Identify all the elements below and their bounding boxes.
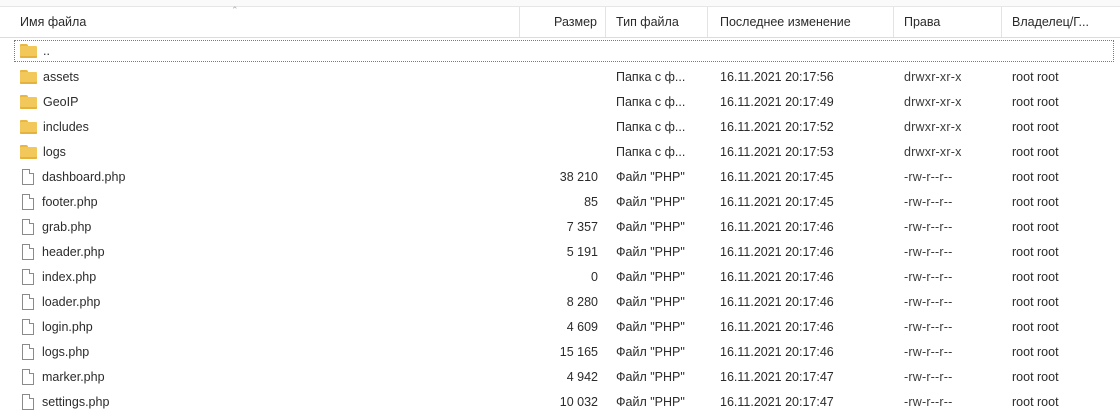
file-owner: root root [1012, 319, 1059, 334]
file-modified: 16.11.2021 20:17:45 [720, 194, 834, 209]
file-name-cell [0, 319, 520, 335]
file-permissions: drwxr-xr-x [904, 144, 962, 159]
file-name-cell [0, 269, 520, 285]
file-name-cell [0, 219, 520, 235]
file-owner: root root [1012, 119, 1059, 134]
file-name: assets [43, 69, 80, 84]
file-modified: 16.11.2021 20:17:56 [720, 69, 834, 84]
file-permissions: drwxr-xr-x [904, 69, 962, 84]
file-size: 38 210 [559, 169, 598, 184]
file-name-cell [0, 194, 520, 210]
file-name-cell [0, 394, 520, 410]
file-name-cell [0, 70, 520, 84]
file-size: 4 609 [566, 319, 598, 334]
file-name: logs.php [42, 344, 90, 359]
file-type: Файл "PHP" [616, 169, 685, 184]
file-icon [22, 294, 34, 310]
file-modified: 16.11.2021 20:17:46 [720, 319, 834, 334]
file-owner: root root [1012, 169, 1059, 184]
file-permissions: -rw-r--r-- [904, 244, 953, 259]
file-icon [22, 344, 34, 360]
file-owner: root root [1012, 369, 1059, 384]
file-type: Файл "PHP" [616, 244, 685, 259]
file-row[interactable] [0, 389, 1120, 414]
file-icon [22, 319, 34, 335]
file-name: includes [43, 119, 89, 134]
file-owner: root root [1012, 344, 1059, 359]
file-size: 7 357 [566, 219, 598, 234]
file-owner: root root [1012, 69, 1059, 84]
file-size: 10 032 [559, 394, 598, 409]
panel-top-edge [0, 0, 1120, 7]
file-modified: 16.11.2021 20:17:53 [720, 144, 834, 159]
file-name: login.php [42, 319, 93, 334]
column-header-permissions[interactable]: Права [894, 7, 1002, 37]
file-name-cell [15, 44, 535, 58]
file-type: Файл "PHP" [616, 369, 685, 384]
file-permissions: -rw-r--r-- [904, 369, 953, 384]
file-size: 8 280 [566, 294, 598, 309]
file-type: Файл "PHP" [616, 344, 685, 359]
file-name: loader.php [42, 294, 101, 309]
file-name: grab.php [42, 219, 92, 234]
file-icon [22, 244, 34, 260]
file-name-cell [0, 145, 520, 159]
file-owner: root root [1012, 94, 1059, 109]
sort-indicator-icon: ⌃ [231, 5, 239, 15]
file-permissions: -rw-r--r-- [904, 394, 953, 409]
column-header-size[interactable]: Размер [520, 7, 606, 37]
file-type: Папка с ф... [616, 69, 686, 84]
file-size: 4 942 [566, 369, 598, 384]
file-row[interactable] [0, 164, 1120, 189]
file-modified: 16.11.2021 20:17:46 [720, 219, 834, 234]
column-header-type[interactable]: Тип файла [606, 7, 708, 37]
folder-icon [20, 70, 37, 84]
file-name-cell [0, 369, 520, 385]
file-row[interactable] [0, 214, 1120, 239]
file-owner: root root [1012, 244, 1059, 259]
file-type: Файл "PHP" [616, 219, 685, 234]
file-name: footer.php [42, 194, 98, 209]
file-type: Папка с ф... [616, 119, 686, 134]
file-permissions: drwxr-xr-x [904, 119, 962, 134]
file-name: marker.php [42, 369, 105, 384]
file-name-cell [0, 244, 520, 260]
file-icon [22, 219, 34, 235]
file-name: GeoIP [43, 94, 79, 109]
file-type: Файл "PHP" [616, 319, 685, 334]
file-type: Файл "PHP" [616, 294, 685, 309]
file-owner: root root [1012, 294, 1059, 309]
file-size: 85 [584, 194, 598, 209]
file-name: index.php [42, 269, 97, 284]
file-modified: 16.11.2021 20:17:46 [720, 344, 834, 359]
file-row[interactable] [0, 364, 1120, 389]
column-header-owner[interactable]: Владелец/Г... [1012, 15, 1089, 29]
file-icon [22, 194, 34, 210]
file-name: .. [43, 44, 50, 58]
file-size: 0 [591, 269, 598, 284]
file-row[interactable] [0, 139, 1120, 164]
file-icon [22, 369, 34, 385]
file-modified: 16.11.2021 20:17:52 [720, 119, 834, 134]
folder-icon [20, 44, 37, 58]
folder-icon [20, 95, 37, 109]
file-permissions: -rw-r--r-- [904, 194, 953, 209]
file-name-cell [0, 344, 520, 360]
column-header-modified[interactable]: Последнее изменение [708, 7, 894, 37]
file-name-cell [0, 294, 520, 310]
folder-icon [20, 120, 37, 134]
file-owner: root root [1012, 219, 1059, 234]
file-list [0, 40, 1120, 414]
file-owner: root root [1012, 194, 1059, 209]
file-owner: root root [1012, 269, 1059, 284]
file-name-cell [0, 120, 520, 134]
file-type: Файл "PHP" [616, 194, 685, 209]
file-row[interactable] [0, 339, 1120, 364]
file-row[interactable] [0, 239, 1120, 264]
file-modified: 16.11.2021 20:17:45 [720, 169, 834, 184]
file-name: logs [43, 144, 66, 159]
file-permissions: -rw-r--r-- [904, 319, 953, 334]
file-modified: 16.11.2021 20:17:49 [720, 94, 834, 109]
folder-icon [20, 145, 37, 159]
file-name-cell [0, 95, 520, 109]
file-type: Папка с ф... [616, 94, 686, 109]
file-modified: 16.11.2021 20:17:46 [720, 244, 834, 259]
file-name: dashboard.php [42, 169, 126, 184]
file-owner: root root [1012, 144, 1059, 159]
file-modified: 16.11.2021 20:17:47 [720, 394, 834, 409]
file-name: header.php [42, 244, 105, 259]
file-permissions: -rw-r--r-- [904, 169, 953, 184]
file-owner: root root [1012, 394, 1059, 409]
file-name-cell [0, 169, 520, 185]
file-size: 5 191 [566, 244, 598, 259]
file-icon [22, 394, 34, 410]
file-modified: 16.11.2021 20:17:46 [720, 294, 834, 309]
file-modified: 16.11.2021 20:17:47 [720, 369, 834, 384]
file-name: settings.php [42, 394, 110, 409]
file-modified: 16.11.2021 20:17:46 [720, 269, 834, 284]
file-type: Папка с ф... [616, 144, 686, 159]
file-row[interactable] [0, 314, 1120, 339]
column-header-name[interactable]: Имя файла [0, 7, 520, 37]
file-permissions: drwxr-xr-x [904, 94, 962, 109]
parent-directory-row[interactable] [14, 40, 1114, 62]
file-row[interactable] [0, 64, 1120, 89]
column-header-row [0, 7, 1120, 38]
file-permissions: -rw-r--r-- [904, 294, 953, 309]
file-size: 15 165 [559, 344, 598, 359]
file-permissions: -rw-r--r-- [904, 344, 953, 359]
file-row[interactable] [0, 189, 1120, 214]
file-row[interactable] [0, 114, 1120, 139]
file-row[interactable] [0, 89, 1120, 114]
file-permissions: -rw-r--r-- [904, 269, 953, 284]
file-row[interactable] [0, 264, 1120, 289]
file-type: Файл "PHP" [616, 394, 685, 409]
file-icon [22, 269, 34, 285]
file-row[interactable] [0, 289, 1120, 314]
file-permissions: -rw-r--r-- [904, 219, 953, 234]
file-icon [22, 169, 34, 185]
file-type: Файл "PHP" [616, 269, 685, 284]
